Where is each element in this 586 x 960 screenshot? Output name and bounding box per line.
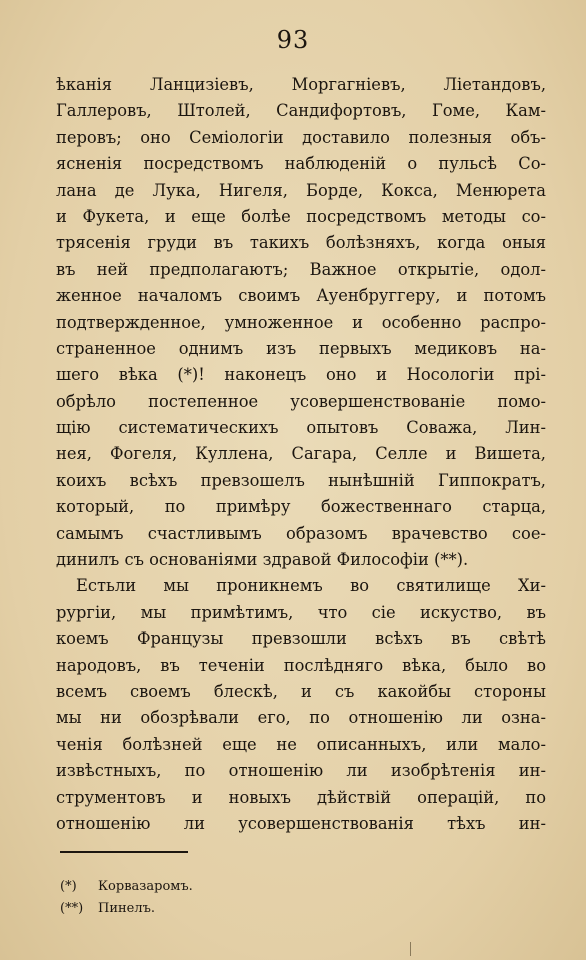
text-line: извѣстныхъ, по отношенію ли изобрѣтенія ин- xyxy=(56,761,546,781)
text-line: ясненія посредствомъ наблюденій о пульсѣ Со- xyxy=(56,154,546,174)
text-line: и Фукета, и еще болѣе посредствомъ методы со- xyxy=(56,206,546,226)
text-line: коихъ всѣхъ превзошелъ нынѣшній Гиппократъ, xyxy=(56,470,546,490)
footnote-divider xyxy=(60,851,188,853)
footnotes xyxy=(60,876,540,920)
text-line: подтвержденное, умноженное и особенно распро- xyxy=(56,312,546,332)
text-line: обрѣло постепенное усовершенствованіе помо- xyxy=(56,391,546,411)
footnote-marker: (**) xyxy=(60,901,84,916)
text-line: Галлеровъ, Штолей, Сандифортовъ, Гоме, Кам- xyxy=(56,101,546,121)
text-line: лана де Лука, Нигеля, Борде, Кокса, Менюрета xyxy=(56,180,546,200)
body-text xyxy=(56,72,546,837)
text-line: трясенія груди въ такихъ болѣзняхъ, когда оныя xyxy=(56,233,546,253)
footnote xyxy=(60,898,540,920)
footnote-text: Пинелъ. xyxy=(98,901,156,916)
text-line: рургіи, мы примѣтимъ, что сіе искуство, въ xyxy=(56,602,546,622)
text-line: перовъ; оно Семіологіи доставило полезныя объ- xyxy=(56,127,546,147)
text-line: который, по примѣру божественнаго старца, xyxy=(56,497,546,517)
footnote-text: Корвазаромъ. xyxy=(98,879,193,894)
text-line: мы ни обозрѣвали его, по отношенію ли озна- xyxy=(56,708,546,728)
binding-mark xyxy=(410,942,411,956)
paragraph-start-line: Естьли мы проникнемъ во святилище Хи- xyxy=(76,576,546,596)
text-line: отношенію ли усовершенствованія тѣхъ ин- xyxy=(56,813,546,833)
footnote-marker: (*) xyxy=(60,879,77,894)
text-line: всемъ своемъ блескѣ, и съ какойбы стороны xyxy=(56,681,546,701)
text-line: шего вѣка (*)! наконецъ оно и Носологіи прі- xyxy=(56,365,546,385)
text-line: въ ней предполагаютъ; Важное открытіе, одол- xyxy=(56,259,546,279)
text-line: щію систематическихъ опытовъ Соважа, Лин- xyxy=(56,418,546,438)
page-number: 93 xyxy=(276,26,310,54)
text-line: народовъ, въ теченіи послѣдняго вѣка, было во xyxy=(56,655,546,675)
text-line: женное началомъ своимъ Ауенбруггеру, и потомъ xyxy=(56,286,546,306)
text-line: ченія болѣзней еще не описанныхъ, или мало- xyxy=(56,734,546,754)
text-line: динилъ съ основаніями здравой Философіи (**). xyxy=(56,550,469,570)
footnote xyxy=(60,876,540,898)
text-line: ѣканія Ланцизіевъ, Моргагніевъ, Ліетандовъ, xyxy=(56,75,546,94)
text-line: нея, Фогеля, Куллена, Сагара, Селле и Вишета, xyxy=(56,444,546,464)
text-line: страненное однимъ изъ первыхъ медиковъ на- xyxy=(56,338,546,358)
text-line: самымъ счастливымъ образомъ врачевство сое- xyxy=(56,523,546,543)
text-line: струментовъ и новыхъ дѣйствій операцій, по xyxy=(56,787,546,807)
text-line: коемъ Французы превзошли всѣхъ въ свѣтѣ xyxy=(56,629,546,649)
